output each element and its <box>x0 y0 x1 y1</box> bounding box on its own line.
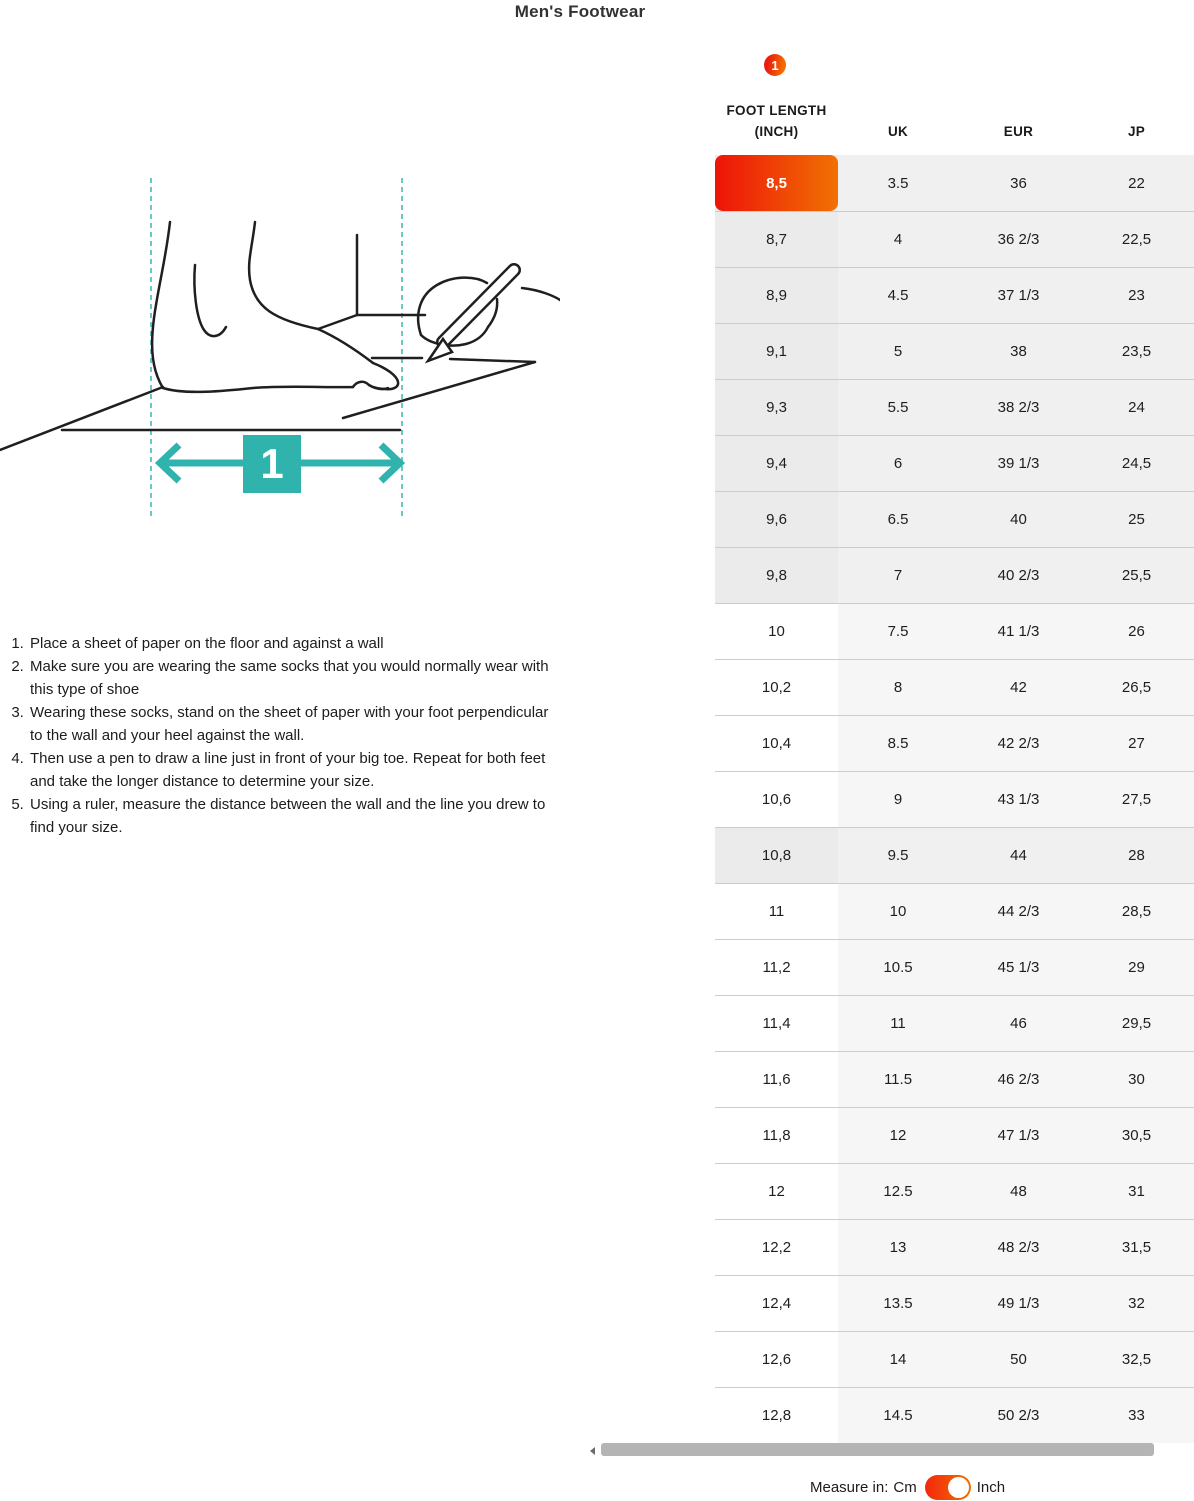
cell-foot-length: 12,4 <box>715 1276 838 1331</box>
table-row <box>715 995 1194 1051</box>
instruction-item: 3. Wearing these socks, stand on the sheet of paper with your foot perpendicular to the wall and your heel against the wall. <box>28 701 564 747</box>
cell-uk: 7 <box>838 548 958 603</box>
cell-foot-length: 10 <box>715 604 838 659</box>
measure-unit-footer <box>810 1473 1005 1501</box>
table-row <box>715 379 1194 435</box>
instruction-list <box>4 632 564 839</box>
cell-jp: 28,5 <box>1079 884 1194 939</box>
cell-jp: 27,5 <box>1079 772 1194 827</box>
cell-uk: 14.5 <box>838 1388 958 1443</box>
scrollbar-thumb[interactable] <box>601 1443 1154 1456</box>
table-row <box>715 1387 1194 1443</box>
cell-uk: 12 <box>838 1108 958 1163</box>
cell-foot-length: 9,4 <box>715 436 838 491</box>
cell-jp: 26,5 <box>1079 660 1194 715</box>
cell-uk: 13 <box>838 1220 958 1275</box>
table-row <box>715 547 1194 603</box>
instruction-item: 5. Using a ruler, measure the distance between the wall and the line you drew to find your size. <box>28 793 564 839</box>
table-row <box>715 715 1194 771</box>
cell-foot-length: 11,2 <box>715 940 838 995</box>
unit-option-inch: Inch <box>976 1478 1006 1496</box>
cell-uk: 9 <box>838 772 958 827</box>
cell-foot-length: 10,4 <box>715 716 838 771</box>
cell-eur: 47 1/3 <box>958 1108 1079 1163</box>
table-row <box>715 1107 1194 1163</box>
table-row <box>715 1331 1194 1387</box>
header-foot-length <box>715 100 838 152</box>
cell-uk: 5.5 <box>838 380 958 435</box>
measurement-instructions <box>4 632 564 839</box>
header-jp: JP <box>1127 124 1146 139</box>
cell-jp: 23 <box>1079 268 1194 323</box>
cell-foot-length: 9,6 <box>715 492 838 547</box>
cell-eur: 39 1/3 <box>958 436 1079 491</box>
cell-jp: 27 <box>1079 716 1194 771</box>
step-1-badge: 1 <box>764 54 786 76</box>
cell-foot-length: 9,1 <box>715 324 838 379</box>
cell-foot-length: 8,7 <box>715 212 838 267</box>
measure-in-label: Measure in: <box>810 1478 889 1496</box>
table-row <box>715 211 1194 267</box>
cell-uk: 4.5 <box>838 268 958 323</box>
left-arrow-icon[interactable] <box>590 1447 595 1455</box>
table-row <box>715 155 1194 211</box>
header-foot-length-line1: FOOT LENGTH <box>726 103 827 118</box>
cell-foot-length: 11 <box>715 884 838 939</box>
table-row <box>715 1051 1194 1107</box>
cell-uk: 14 <box>838 1332 958 1387</box>
cell-uk: 6 <box>838 436 958 491</box>
cell-uk: 7.5 <box>838 604 958 659</box>
cell-eur: 38 <box>958 324 1079 379</box>
cell-jp: 29,5 <box>1079 996 1194 1051</box>
table-row <box>715 1163 1194 1219</box>
unit-option-cm: Cm <box>893 1478 917 1496</box>
header-foot-length-line2: (INCH) <box>754 124 799 139</box>
table-row <box>715 323 1194 379</box>
cell-uk: 10.5 <box>838 940 958 995</box>
cell-foot-length: 12,8 <box>715 1388 838 1443</box>
cell-eur: 48 <box>958 1164 1079 1219</box>
page-title: Men's Footwear <box>514 2 646 21</box>
cell-uk: 9.5 <box>838 828 958 883</box>
cell-eur: 40 2/3 <box>958 548 1079 603</box>
table-row <box>715 659 1194 715</box>
cell-foot-length: 10,8 <box>715 828 838 883</box>
cell-foot-length: 9,3 <box>715 380 838 435</box>
table-header <box>715 90 1194 152</box>
cell-jp: 32 <box>1079 1276 1194 1331</box>
cell-eur: 46 2/3 <box>958 1052 1079 1107</box>
cell-jp: 25 <box>1079 492 1194 547</box>
cell-uk: 3.5 <box>838 155 958 211</box>
table-row <box>715 603 1194 659</box>
cell-jp: 24 <box>1079 380 1194 435</box>
table-row <box>715 939 1194 995</box>
cell-jp: 25,5 <box>1079 548 1194 603</box>
cell-uk: 8.5 <box>838 716 958 771</box>
cell-eur: 44 2/3 <box>958 884 1079 939</box>
cell-foot-length: 8,9 <box>715 268 838 323</box>
arrow-label-text: 1 <box>260 440 284 487</box>
horizontal-scrollbar[interactable] <box>588 1443 1194 1458</box>
cell-eur: 48 2/3 <box>958 1220 1079 1275</box>
cell-eur: 36 <box>958 155 1079 211</box>
cell-jp: 26 <box>1079 604 1194 659</box>
cell-uk: 11 <box>838 996 958 1051</box>
cell-eur: 44 <box>958 828 1079 883</box>
cell-jp: 33 <box>1079 1388 1194 1443</box>
cell-foot-length: 12,6 <box>715 1332 838 1387</box>
table-row <box>715 1219 1194 1275</box>
cell-jp: 23,5 <box>1079 324 1194 379</box>
table-row <box>715 883 1194 939</box>
header-eur: EUR <box>1003 124 1034 139</box>
cell-jp: 32,5 <box>1079 1332 1194 1387</box>
cell-eur: 41 1/3 <box>958 604 1079 659</box>
table-row <box>715 491 1194 547</box>
wall-lines <box>318 235 425 329</box>
cell-foot-length: 11,6 <box>715 1052 838 1107</box>
cell-foot-length: 11,4 <box>715 996 838 1051</box>
cell-eur: 42 2/3 <box>958 716 1079 771</box>
cell-uk: 5 <box>838 324 958 379</box>
instruction-item: 4. Then use a pen to draw a line just in front of your big toe. Repeat for both feet and take the longer distance to determine your size. <box>28 747 564 793</box>
cell-uk: 13.5 <box>838 1276 958 1331</box>
cell-jp: 22,5 <box>1079 212 1194 267</box>
measure-unit-toggle[interactable] <box>925 1475 971 1500</box>
table-row <box>715 267 1194 323</box>
cell-eur: 43 1/3 <box>958 772 1079 827</box>
cell-uk: 6.5 <box>838 492 958 547</box>
cell-uk: 12.5 <box>838 1164 958 1219</box>
cell-jp: 30,5 <box>1079 1108 1194 1163</box>
cell-jp: 31,5 <box>1079 1220 1194 1275</box>
hand-pen-drawing <box>418 270 560 361</box>
table-row <box>715 827 1194 883</box>
cell-eur: 45 1/3 <box>958 940 1079 995</box>
cell-uk: 4 <box>838 212 958 267</box>
arrow-label-box <box>243 435 301 493</box>
cell-foot-length <box>715 155 838 211</box>
cell-foot-length: 11,8 <box>715 1108 838 1163</box>
cell-uk: 10 <box>838 884 958 939</box>
cell-eur: 50 <box>958 1332 1079 1387</box>
table-row <box>715 435 1194 491</box>
cell-jp: 28 <box>1079 828 1194 883</box>
cell-eur: 46 <box>958 996 1079 1051</box>
cell-jp: 24,5 <box>1079 436 1194 491</box>
table-row <box>715 1275 1194 1331</box>
header-uk: UK <box>887 124 909 139</box>
cell-eur: 42 <box>958 660 1079 715</box>
cell-eur: 37 1/3 <box>958 268 1079 323</box>
selected-size-cell: 8,5 <box>715 155 838 211</box>
cell-jp: 22 <box>1079 155 1194 211</box>
cell-eur: 36 2/3 <box>958 212 1079 267</box>
cell-eur: 38 2/3 <box>958 380 1079 435</box>
cell-jp: 29 <box>1079 940 1194 995</box>
table-row <box>715 771 1194 827</box>
cell-uk: 11.5 <box>838 1052 958 1107</box>
cell-foot-length: 10,2 <box>715 660 838 715</box>
cell-jp: 30 <box>1079 1052 1194 1107</box>
instruction-item: 2. Make sure you are wearing the same socks that you would normally wear with this type of shoe <box>28 655 564 701</box>
cell-eur: 50 2/3 <box>958 1388 1079 1443</box>
cell-foot-length: 12,2 <box>715 1220 838 1275</box>
instruction-item: 1. Place a sheet of paper on the floor and against a wall <box>28 632 564 655</box>
measurement-illustration <box>0 158 560 530</box>
cell-uk: 8 <box>838 660 958 715</box>
cell-foot-length: 12 <box>715 1164 838 1219</box>
toggle-knob-icon <box>948 1477 969 1498</box>
size-table <box>715 50 1194 1443</box>
cell-foot-length: 10,6 <box>715 772 838 827</box>
foot-drawing <box>152 222 398 392</box>
cell-foot-length: 9,8 <box>715 548 838 603</box>
table-body <box>715 155 1194 1443</box>
cell-jp: 31 <box>1079 1164 1194 1219</box>
cell-eur: 40 <box>958 492 1079 547</box>
cell-eur: 49 1/3 <box>958 1276 1079 1331</box>
